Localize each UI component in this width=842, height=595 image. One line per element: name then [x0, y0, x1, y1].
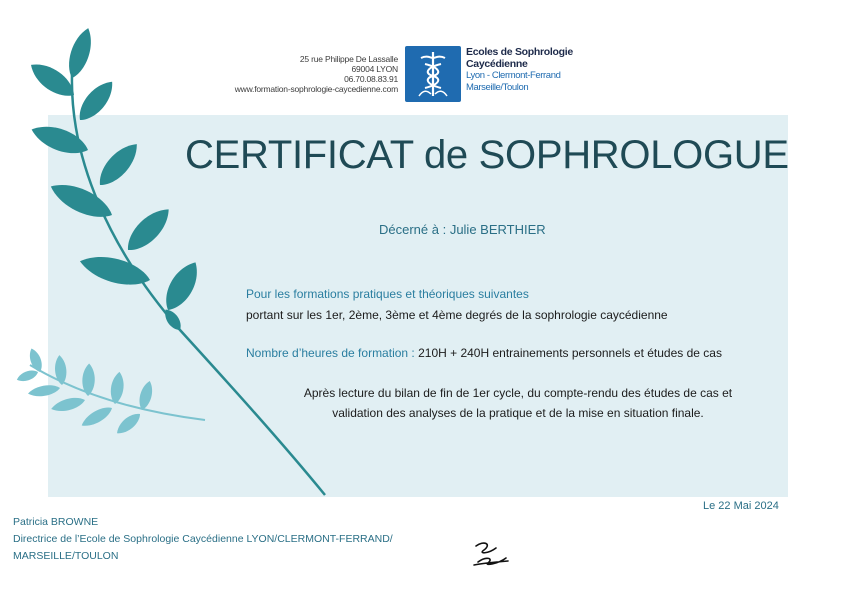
- school-logo-text: [466, 47, 573, 93]
- logo-name-line1: Ecoles de Sophrologie: [466, 46, 573, 58]
- handwritten-signature-icon: [470, 538, 512, 568]
- school-address: [200, 54, 398, 94]
- signatory-title-line2: MARSEILLE/TOULON: [13, 550, 119, 562]
- hours-value: 210H + 240H entrainements personnels et études de cas: [418, 346, 722, 360]
- formations-label: Pour les formations pratiques et théoriques suivantes: [246, 287, 529, 301]
- formations-detail: portant sur les 1er, 2ème, 3ème et 4ème degrés de la sophrologie caycédienne: [246, 308, 668, 322]
- address-street: 25 rue Philippe De Lassalle: [299, 54, 398, 64]
- logo-cities-line2: Marseille/Toulon: [466, 81, 529, 93]
- issue-date: Le 22 Mai 2024: [703, 500, 779, 512]
- logo-name-line2: Caycédienne: [466, 57, 528, 70]
- signatory-block: [13, 514, 393, 565]
- hours-line: [246, 346, 722, 360]
- address-website: www.formation-sophrologie-caycedienne.com: [234, 84, 398, 94]
- statement-line-1: Après lecture du bilan de fin de 1er cycle, du compte-rendu des études de cas et: [303, 386, 733, 400]
- awarded-to: Décerné à : Julie BERTHIER: [379, 222, 546, 237]
- logo-cities-line1: Lyon - Clermont-Ferrand: [466, 70, 561, 81]
- signatory-title-line1: Directrice de l’Ecole de Sophrologie Caycédienne LYON/CLERMONT-FERRAND/: [13, 533, 393, 545]
- statement-line-2: validation des analyses de la pratique et de la mise en situation finale.: [332, 406, 704, 420]
- certificate-title: CERTIFICAT de SOPHROLOGUE: [185, 133, 789, 177]
- caduceus-icon: [405, 46, 461, 102]
- hours-label: Nombre d’heures de formation :: [246, 346, 415, 360]
- signatory-name: Patricia BROWNE: [13, 516, 99, 528]
- address-phone: 06.70.08.83.91: [344, 74, 398, 84]
- address-city: 69004 LYON: [351, 64, 398, 74]
